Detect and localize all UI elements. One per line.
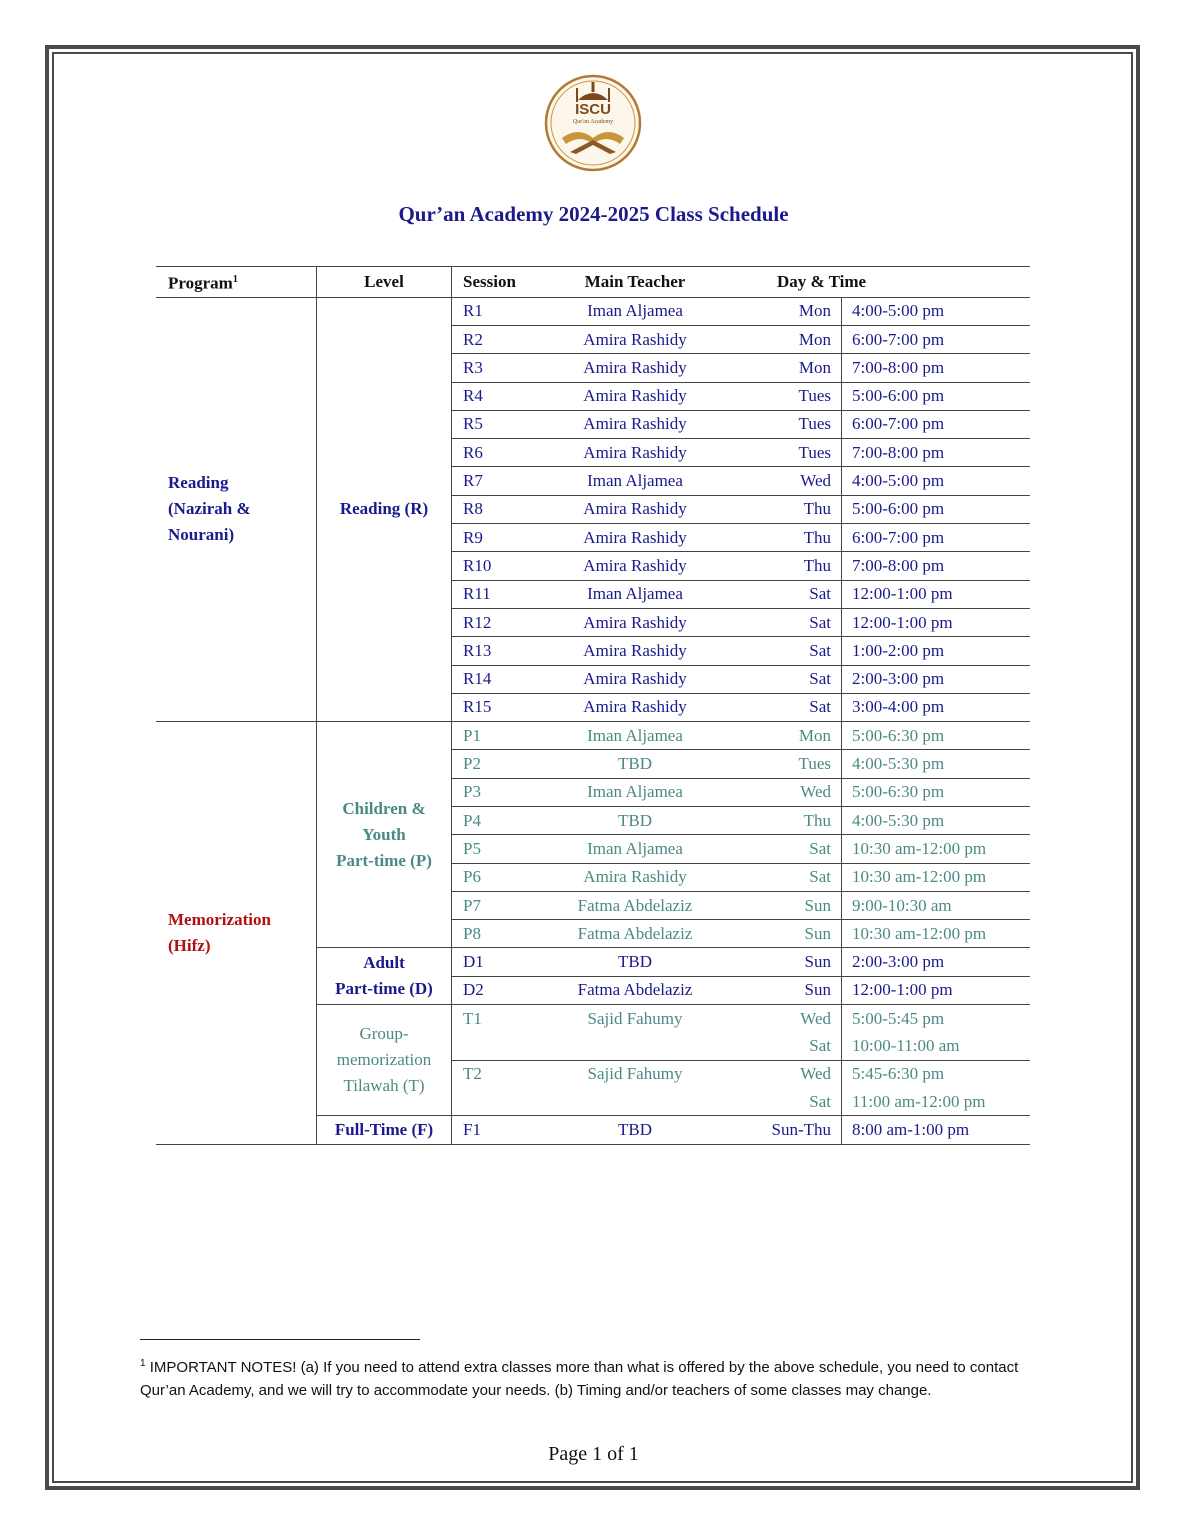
teacher-cell: Amira Rashidy xyxy=(575,382,695,410)
teacher-cell: Amira Rashidy xyxy=(575,354,695,382)
day-cell: Sat xyxy=(695,1088,842,1116)
time-cell: 12:00-1:00 pm xyxy=(842,608,1031,636)
header-level: Level xyxy=(317,267,452,298)
day-cell: Sun xyxy=(695,920,842,948)
footnote-separator xyxy=(140,1339,420,1340)
teacher-cell: TBD xyxy=(575,807,695,835)
session-cell: R2 xyxy=(452,325,576,353)
session-cell: F1 xyxy=(452,1116,576,1144)
program-memorization-line: Memorization xyxy=(168,909,271,929)
teacher-cell: Iman Aljamea xyxy=(575,467,695,495)
time-cell: 12:00-1:00 pm xyxy=(842,580,1031,608)
level-group-line: Tilawah (T) xyxy=(343,1076,425,1096)
time-cell: 1:00-2:00 pm xyxy=(842,637,1031,665)
day-cell: Wed xyxy=(695,1005,842,1033)
day-cell: Mon xyxy=(695,297,842,325)
session-cell: R14 xyxy=(452,665,576,693)
program-memorization-line: (Hifz) xyxy=(168,935,211,955)
footnote-marker: 1 xyxy=(140,1358,146,1369)
teacher-cell: Sajid Fahumy xyxy=(587,1064,683,1084)
header-teacher: Main Teacher xyxy=(575,267,695,298)
day-cell: Mon xyxy=(695,722,842,750)
teacher-cell: Amira Rashidy xyxy=(575,693,695,721)
session-cell: R9 xyxy=(452,524,576,552)
time-cell: 11:00 am-12:00 pm xyxy=(842,1088,1031,1116)
time-cell: 10:30 am-12:00 pm xyxy=(842,835,1031,863)
time-cell: 4:00-5:30 pm xyxy=(842,807,1031,835)
footnote xyxy=(140,1352,1060,1402)
level-group-line: Group- xyxy=(359,1024,409,1044)
day-cell: Tues xyxy=(695,439,842,467)
day-cell: Sun xyxy=(695,891,842,919)
time-cell: 5:00-6:30 pm xyxy=(842,778,1031,806)
time-cell: 6:00-7:00 pm xyxy=(842,410,1031,438)
teacher-cell: Fatma Abdelaziz xyxy=(575,976,695,1004)
time-cell: 10:00-11:00 am xyxy=(842,1032,1031,1060)
session-cell: P2 xyxy=(452,750,576,778)
page-title: Qur’an Academy 2024-2025 Class Schedule xyxy=(398,202,789,226)
program-reading xyxy=(156,297,317,721)
level-children-line: Part-time (P) xyxy=(336,850,432,870)
time-cell: 4:00-5:00 pm xyxy=(842,297,1031,325)
level-children-line: Youth xyxy=(362,824,406,844)
time-cell: 5:00-5:45 pm xyxy=(852,1008,945,1028)
teacher-cell: Fatma Abdelaziz xyxy=(575,920,695,948)
day-cell: Tues xyxy=(695,382,842,410)
level-reading xyxy=(317,297,452,721)
session-cell: D1 xyxy=(452,948,576,976)
session-cell: P6 xyxy=(452,863,576,891)
day-cell: Sat xyxy=(695,637,842,665)
teacher-cell: TBD xyxy=(575,750,695,778)
header-row xyxy=(156,267,1030,298)
session-cell: R5 xyxy=(452,410,576,438)
day-cell: Thu xyxy=(695,524,842,552)
program-reading-line: Nourani) xyxy=(168,525,235,545)
level-group xyxy=(317,1005,452,1116)
teacher-cell: TBD xyxy=(575,1116,695,1144)
teacher-cell: Amira Rashidy xyxy=(575,439,695,467)
teacher-cell: Amira Rashidy xyxy=(575,325,695,353)
session-cell: R8 xyxy=(452,495,576,523)
day-cell: Thu xyxy=(695,495,842,523)
logo-text: ISCU xyxy=(575,101,611,118)
day-cell: Thu xyxy=(695,807,842,835)
teacher-cell: Iman Aljamea xyxy=(575,835,695,863)
session-cell: R11 xyxy=(452,580,576,608)
teacher-cell: TBD xyxy=(575,948,695,976)
table-row xyxy=(156,722,1030,750)
teacher-cell: Iman Aljamea xyxy=(575,580,695,608)
teacher-cell: Sajid Fahumy xyxy=(587,1008,683,1028)
time-cell: 7:00-8:00 pm xyxy=(842,354,1031,382)
day-cell: Wed xyxy=(695,778,842,806)
session-cell xyxy=(452,1032,576,1060)
day-cell: Sat xyxy=(695,693,842,721)
program-memorization xyxy=(156,722,317,1144)
time-cell: 3:00-4:00 pm xyxy=(842,693,1031,721)
session-cell: P3 xyxy=(452,778,576,806)
day-cell: Tues xyxy=(695,410,842,438)
session-cell: D2 xyxy=(452,976,576,1004)
session-cell: R4 xyxy=(452,382,576,410)
logo-subtext: Qur'an Academy xyxy=(572,119,614,125)
teacher-cell: Iman Aljamea xyxy=(575,778,695,806)
time-cell: 4:00-5:30 pm xyxy=(842,750,1031,778)
time-cell: 9:00-10:30 am xyxy=(842,891,1031,919)
level-children-line: Children & xyxy=(342,798,426,818)
time-cell: 7:00-8:00 pm xyxy=(842,439,1031,467)
footnote-text: IMPORTANT NOTES! (a) If you need to attend extra classes more than what is offered by the above schedule, you need to contact Qur’an Academy, and we will try to accommodate your needs. (b) Timing and/or teachers of some classes may change. xyxy=(140,1359,1019,1399)
teacher-cell: Amira Rashidy xyxy=(575,863,695,891)
table-row xyxy=(156,297,1030,325)
session-cell: P4 xyxy=(452,807,576,835)
day-cell: Sat xyxy=(695,665,842,693)
time-cell: 7:00-8:00 pm xyxy=(842,552,1031,580)
day-cell: Sun xyxy=(695,976,842,1004)
day-cell: Sun-Thu xyxy=(695,1116,842,1144)
teacher-cell: Iman Aljamea xyxy=(575,297,695,325)
time-cell: 4:00-5:00 pm xyxy=(842,467,1031,495)
time-cell: 12:00-1:00 pm xyxy=(842,976,1031,1004)
schedule-table xyxy=(156,266,1030,1145)
teacher-cell: Amira Rashidy xyxy=(575,637,695,665)
session-cell: R1 xyxy=(452,297,576,325)
time-cell: 8:00 am-1:00 pm xyxy=(842,1116,1031,1144)
program-reading-line: Reading xyxy=(168,473,229,493)
day-cell: Sat xyxy=(695,835,842,863)
session-cell: P7 xyxy=(452,891,576,919)
teacher-cell: Amira Rashidy xyxy=(575,665,695,693)
session-cell: R12 xyxy=(452,608,576,636)
session-cell xyxy=(452,1088,576,1116)
session-cell: P5 xyxy=(452,835,576,863)
level-group-line: memorization xyxy=(336,1050,432,1070)
day-cell: Thu xyxy=(695,552,842,580)
session-cell: R3 xyxy=(452,354,576,382)
teacher-cell: Amira Rashidy xyxy=(575,608,695,636)
session-cell: T1 xyxy=(463,1008,482,1028)
header-program: Program$^1$ xyxy=(156,267,317,298)
academy-logo xyxy=(544,74,642,172)
teacher-cell: Iman Aljamea xyxy=(575,722,695,750)
session-cell: P1 xyxy=(452,722,576,750)
day-cell: Tues xyxy=(695,750,842,778)
time-cell: 2:00-3:00 pm xyxy=(842,948,1031,976)
time-cell: 5:00-6:00 pm xyxy=(842,382,1031,410)
day-cell: Mon xyxy=(695,325,842,353)
teacher-cell xyxy=(575,1032,695,1060)
day-cell: Wed xyxy=(695,467,842,495)
session-cell: T2 xyxy=(463,1064,482,1084)
level-fulltime-line: Full-Time (F) xyxy=(334,1119,434,1139)
time-cell: 5:45-6:30 pm xyxy=(852,1064,945,1084)
day-cell: Sun xyxy=(695,948,842,976)
level-reading-line: Reading (R) xyxy=(339,499,429,519)
time-cell: 6:00-7:00 pm xyxy=(842,325,1031,353)
teacher-cell xyxy=(575,1088,695,1116)
day-cell: Wed xyxy=(695,1060,842,1088)
session-cell: R6 xyxy=(452,439,576,467)
teacher-cell: Amira Rashidy xyxy=(575,524,695,552)
time-cell: 5:00-6:00 pm xyxy=(842,495,1031,523)
time-cell: 6:00-7:00 pm xyxy=(842,524,1031,552)
session-cell: P8 xyxy=(452,920,576,948)
level-fulltime xyxy=(317,1116,452,1144)
teacher-cell: Amira Rashidy xyxy=(575,495,695,523)
day-cell: Sat xyxy=(695,1032,842,1060)
level-children xyxy=(317,722,452,948)
teacher-cell: Amira Rashidy xyxy=(575,410,695,438)
day-cell: Sat xyxy=(695,608,842,636)
time-cell: 5:00-6:30 pm xyxy=(842,722,1031,750)
level-adult xyxy=(317,948,452,1005)
session-cell: R10 xyxy=(452,552,576,580)
day-cell: Mon xyxy=(695,354,842,382)
level-adult-line: Adult xyxy=(363,953,405,973)
day-cell: Sat xyxy=(695,863,842,891)
header-day-time: Day & Time xyxy=(695,267,1030,298)
session-cell: R13 xyxy=(452,637,576,665)
session-cell: R15 xyxy=(452,693,576,721)
teacher-cell: Fatma Abdelaziz xyxy=(575,891,695,919)
teacher-cell: Amira Rashidy xyxy=(575,552,695,580)
level-adult-line: Part-time (D) xyxy=(335,979,433,999)
day-cell: Sat xyxy=(695,580,842,608)
header-session: Session xyxy=(452,267,576,298)
session-cell: R7 xyxy=(452,467,576,495)
time-cell: 2:00-3:00 pm xyxy=(842,665,1031,693)
time-cell: 10:30 am-12:00 pm xyxy=(842,863,1031,891)
program-reading-line: (Nazirah & xyxy=(168,499,251,519)
time-cell: 10:30 am-12:00 pm xyxy=(842,920,1031,948)
page-number: Page 1 of 1 xyxy=(548,1443,639,1465)
